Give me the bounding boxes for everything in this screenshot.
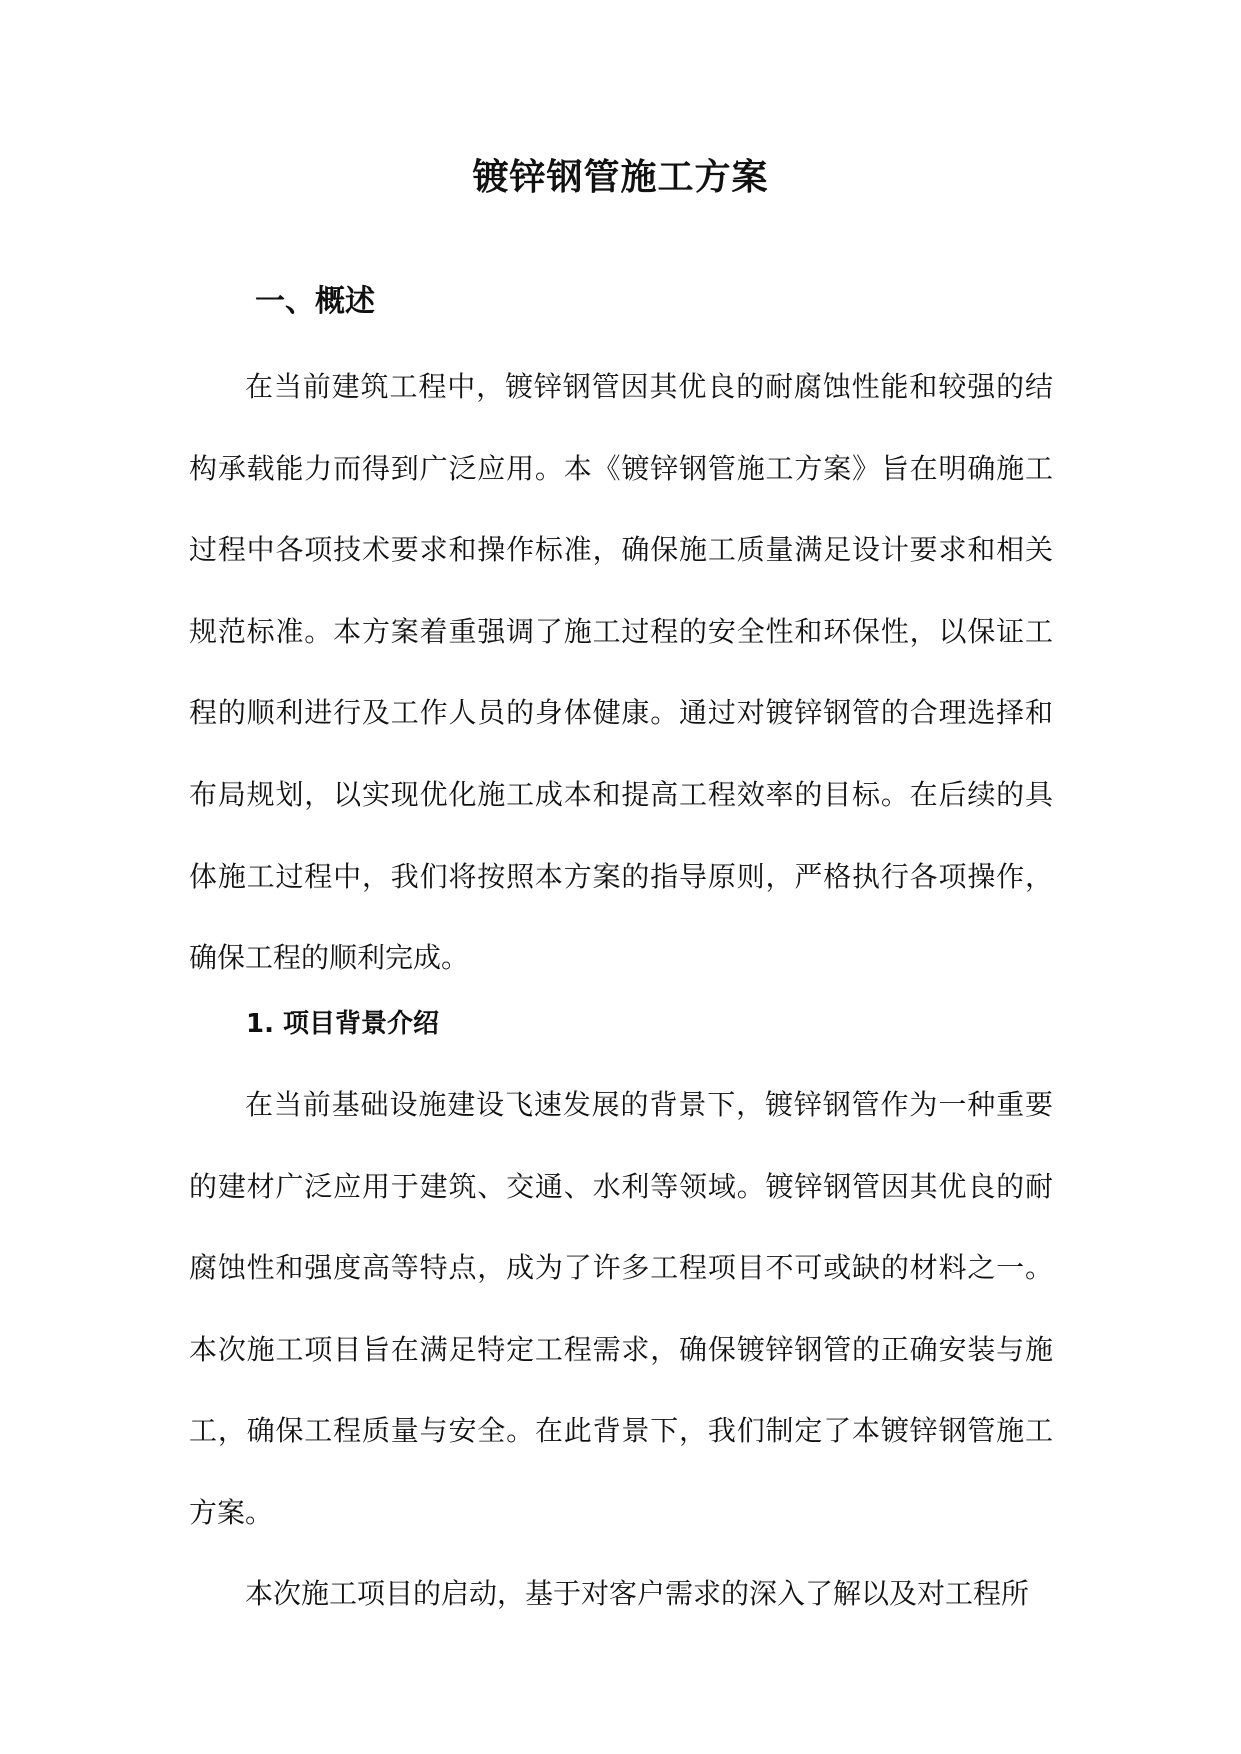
project-background-paragraph: 在当前基础设施建设飞速发展的背景下，镀锌钢管作为一种重要的建材广泛应用于建筑、交通、水利等领域。镀锌钢管因其优良的耐腐蚀性和强度高等特点，成为了许多工程项目不可或缺的材料之一。本次施工项目旨在满足特定工程需求，确保镀锌钢管的正确安装与施工，确保工程质量与安全。在此背景下，我们制定了本镀锌钢管施工方案。	[189, 1088, 1053, 1529]
document-title: 镀锌钢管施工方案	[472, 157, 769, 198]
project-launch-paragraph: 本次施工项目的启动，基于对客户需求的深入了解以及对工程所	[245, 1577, 1030, 1610]
overview-paragraph: 在当前建筑工程中，镀锌钢管因其优良的耐腐蚀性能和较强的结构承载能力而得到广泛应用。本《镀锌钢管施工方案》旨在明确施工过程中各项技术要求和操作标准，确保施工质量满足设计要求和相关规范标准。本方案着重强调了施工过程的安全性和环保性，以保证工程的顺利进行及工作人员的身体健康。通过对镀锌钢管的合理选择和布局规划，以实现优化施工成本和提高工程效率的目标。在后续的具体施工过程中，我们将按照本方案的指导原则，严格执行各项操作，确保工程的顺利完成。	[189, 370, 1053, 975]
section-heading-overview: 一、概述	[255, 284, 375, 319]
subsection-heading-project-background: 1. 项目背景介绍	[246, 1009, 440, 1039]
